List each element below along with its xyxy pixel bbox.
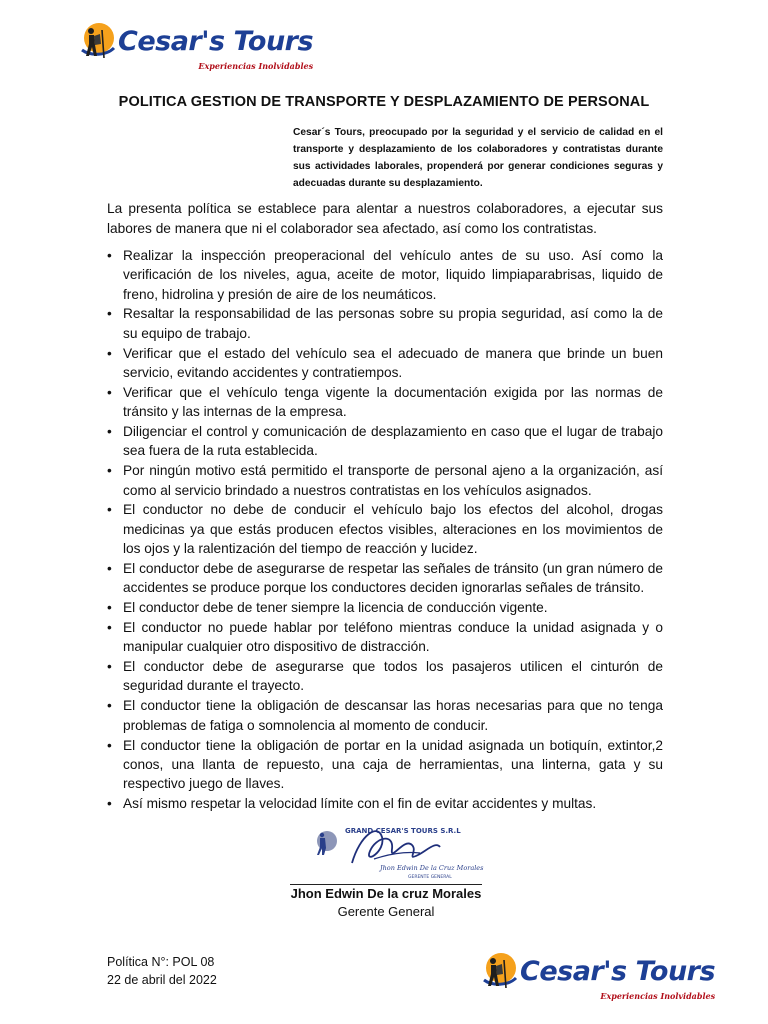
bullet-dot-icon: •: [107, 619, 112, 635]
company-logo-bottom: [478, 950, 716, 1001]
bullet-text: Diligenciar el control y comunicación de desplazamiento en caso que el lugar de trabajo sea fuera de la ruta establecida.: [123, 424, 663, 459]
policy-bullet: [107, 500, 663, 558]
bullet-dot-icon: •: [107, 384, 112, 400]
bullet-text: Verificar que el vehículo tenga vigente la documentación exigida por las normas de tránsito y las internas de la empresa.: [123, 384, 663, 420]
bullet-text: Verificar que el estado del vehículo sea el adecuado de manera que brinde un buen servicio, evitando accidentes y contratiempos.: [123, 345, 663, 380]
policy-bullet: [107, 383, 663, 422]
document-title: POLITICA GESTION DE TRANSPORTE Y DESPLAZAMIENTO DE PERSONAL: [118, 94, 650, 110]
policy-bullet: [107, 618, 663, 657]
policy-number: Política N°: POL 08: [107, 955, 215, 969]
bullet-dot-icon: •: [107, 463, 112, 479]
bullet-dot-icon: •: [107, 560, 112, 576]
stamp-company-text: GRAND CESAR'S TOURS S.R.L: [345, 827, 461, 835]
company-logo-top: [76, 20, 314, 71]
bullet-dot-icon: •: [107, 600, 112, 616]
policy-bullet: [107, 794, 663, 813]
signature-line: [290, 884, 482, 885]
signer-role: Gerente General: [337, 904, 435, 919]
brand-tagline: Experiencias Inolvidables: [600, 990, 716, 1001]
bullet-text: Resaltar la responsabilidad de las personas sobre su propia seguridad, así como la de su equipo de trabajo.: [123, 306, 663, 341]
bullet-dot-icon: •: [107, 424, 112, 440]
bullet-text: El conductor debe de asegurarse que todos los pasajeros utilicen el cinturón de seguridad durante el trayecto.: [123, 659, 663, 694]
bullet-text: El conductor tiene la obligación de portar en la unidad asignada un botiquín, extintor,2 conos, una llanta de repuesto, una caja de herramientas, una linterna, gata y su respectivo juego de llaves.: [123, 737, 663, 792]
bullet-text: El conductor debe de tener siempre la licencia de conducción vigente.: [123, 600, 548, 616]
policy-bullet: [107, 657, 663, 696]
signature-stamp: [290, 815, 485, 887]
footer-reference: [107, 953, 217, 989]
bullet-dot-icon: •: [107, 248, 112, 263]
brand-name: Cesar's Tours: [520, 955, 716, 987]
bullet-text: El conductor debe de asegurarse de respetar las señales de tránsito (un gran número de accidentes se produce porque los conductores deciden ignorarlas señales de tránsito.: [123, 560, 663, 596]
bullet-dot-icon: •: [107, 796, 112, 812]
traveler-logo-icon: [478, 950, 520, 992]
intro-statement: Cesar´s Tours, preocupado por la seguridad y el servicio de calidad en el transporte y desplazamiento de los colaboradores y contratistas durante sus actividades laborales, propenderá por generar condiciones seguras y adecuadas durante su desplazamiento.: [293, 127, 663, 189]
policy-bullet: [107, 598, 663, 617]
policy-bullet: [107, 559, 663, 598]
stamp-role-text: GERENTE GENERAL: [408, 875, 452, 880]
policy-bullet: [107, 246, 663, 304]
traveler-logo-icon: [76, 20, 118, 62]
bullet-dot-icon: •: [107, 737, 112, 753]
policy-date: 22 de abril del 2022: [107, 973, 217, 987]
policy-bullet: [107, 304, 663, 343]
lead-paragraph: La presenta política se establece para alentar a nuestros colaboradores, a ejecutar sus labores de manera que ni el colaborador sea afectado, así como los contratistas.: [107, 201, 663, 236]
bullet-text: Realizar la inspección preoperacional del vehículo antes de su uso. Así como la verificación de los niveles, agua, aceite de motor, liquido limpiaparabrisas, liquido de freno, hidrolina y presión de aire de los neumáticos.: [123, 248, 663, 302]
bullet-text: El conductor no puede hablar por teléfono mientras conduce la unidad asignada y o manipular cualquier otro dispositivo de distracción.: [123, 619, 663, 655]
bullet-dot-icon: •: [107, 306, 112, 322]
policy-bullet: [107, 696, 663, 735]
policy-bullet: [107, 422, 663, 461]
bullet-dot-icon: •: [107, 698, 112, 714]
bullet-text: El conductor no debe de conducir el vehículo bajo los efectos del alcohol, drogas medicinas ya que estás producen efectos visibles, alteraciones en los movimientos de los ojos y la ralentización del tiempo de reacción y lucidez.: [123, 502, 663, 557]
bullet-text: Así mismo respetar la velocidad límite con el fin de evitar accidentes y multas.: [123, 796, 597, 812]
brand-block: [118, 25, 314, 71]
bullet-text: El conductor tiene la obligación de descansar las horas necesarias para que no tenga problemas de fatiga o somnolencia al momento de conducir.: [123, 698, 663, 733]
brand-block: [520, 955, 716, 1001]
policy-bullet: [107, 344, 663, 383]
stamp-name-text: Jhon Edwin De la Cruz Morales: [380, 864, 484, 872]
policy-bullet-list: [107, 246, 663, 814]
bullet-text: Por ningún motivo está permitido el transporte de personal ajeno a la organización, así como al servicio brindado a nuestros contratistas en los vehículos asignados.: [123, 463, 663, 498]
bullet-dot-icon: •: [107, 502, 112, 518]
bullet-dot-icon: •: [107, 659, 112, 675]
signer-name: Jhon Edwin De la cruz Morales: [290, 886, 482, 901]
policy-bullet: [107, 461, 663, 500]
bullet-dot-icon: •: [107, 345, 112, 361]
brand-name: Cesar's Tours: [118, 25, 314, 57]
brand-tagline: Experiencias Inolvidables: [198, 60, 314, 71]
policy-bullet: [107, 736, 663, 794]
